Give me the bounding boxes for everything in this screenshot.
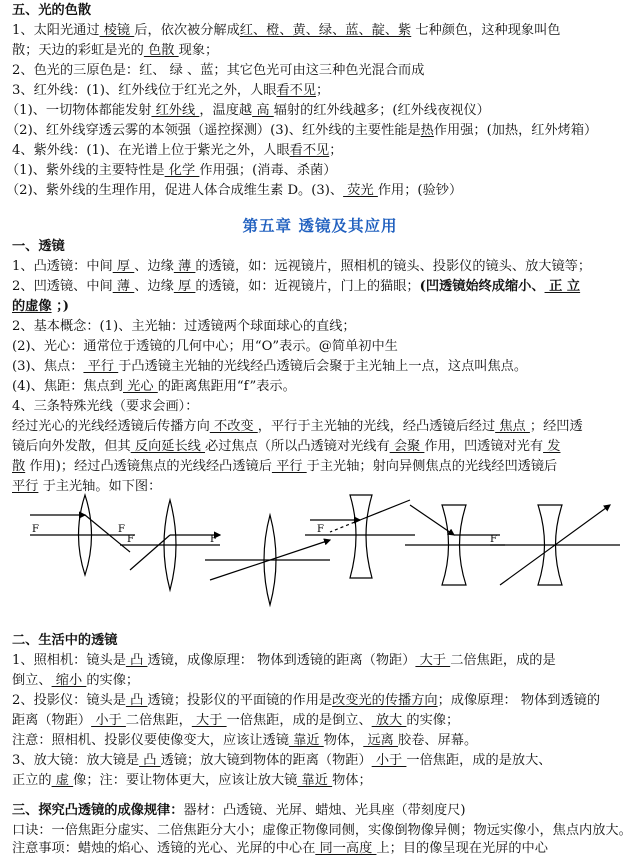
blank-answer: 红、橙、黄、绿、蓝、靛、紫 <box>239 23 412 38</box>
text: ； <box>329 143 343 158</box>
blank-answer: 凸 <box>139 753 161 768</box>
blank-answer: 焦点 <box>495 419 530 434</box>
text: (凹透镜始终成缩小、 <box>419 279 545 294</box>
text: 距离（物距） <box>12 713 92 728</box>
blank-answer: 同一高度 <box>315 841 377 856</box>
text-line <box>12 22 560 40</box>
text-line: 4、三条特殊光线（要求会画）： <box>12 399 199 414</box>
text: ；经凹透 <box>529 419 583 434</box>
text: 4、紫外线：(1)、在光谱上位于紫光之外，人眼 <box>12 143 290 158</box>
text: （1)、一切物体都能发射 <box>6 103 152 118</box>
text: ，平行于主光轴的光线，经凸透镜后经过 <box>257 419 496 434</box>
text: 后，依次被分解成 <box>134 23 240 38</box>
text-line: 口诀：一倍焦距分虚实、二倍焦距分大小；虚像正物像同侧，实像倒物像异侧；物远实像小，焦点内放大。 <box>12 823 632 838</box>
text: (4)、焦距：焦点到 <box>12 379 123 394</box>
text: 、边缘 <box>134 279 174 294</box>
blank-answer: 光心 <box>123 379 158 394</box>
text: 的透镜，如：远视镜片，照相机的镜头、投影仪的镜头、放大镜等； <box>195 259 592 274</box>
text: 3、红外线： <box>12 83 87 98</box>
blank-answer: 散 <box>12 459 26 474</box>
text: 的实像； <box>406 713 460 728</box>
focus-label: F <box>210 534 217 545</box>
blank-answer: 薄 <box>173 259 196 274</box>
blank-answer: 高 <box>252 103 274 118</box>
text-line <box>12 802 466 820</box>
special-rays-diagrams <box>30 490 620 610</box>
blank-answer: 平行 <box>12 479 39 494</box>
text-line <box>12 840 548 858</box>
text-line <box>12 278 580 296</box>
blank-answer: 薄 <box>112 279 135 294</box>
blank-answer: 热 <box>420 123 434 138</box>
text: 一倍焦距，成的是放大、 <box>406 753 552 768</box>
text-line <box>12 752 551 770</box>
focus-label: F <box>490 534 497 545</box>
blank-answer: 厚 <box>173 279 196 294</box>
text-line <box>6 182 462 200</box>
text: 的透镜，如：近视镜片，门上的猫眼； <box>195 279 420 294</box>
focus-label: F <box>127 534 134 545</box>
text: ；成像原理： 物体到透镜的 <box>437 693 601 708</box>
text: 作用强；(加热，红外烤箱） <box>433 123 598 138</box>
text: 物体； <box>332 773 372 788</box>
blank-answer: 会聚 <box>389 439 425 454</box>
text: 倒立、 <box>12 673 52 688</box>
text-line <box>12 258 591 276</box>
text: 的实像； <box>86 673 140 688</box>
text-line <box>12 732 477 750</box>
text: 作用，凹透镜对光有 <box>424 439 544 454</box>
blank-answer: 看不见 <box>276 83 317 98</box>
blank-answer: 大于 <box>191 713 227 728</box>
focus-label: F <box>118 524 125 535</box>
text-line <box>6 102 490 120</box>
text: 一倍焦距，成的是倒立、 <box>226 713 372 728</box>
blank-answer: 小于 <box>91 713 126 728</box>
text: 必过焦点（所以凸透镜对光线有 <box>205 439 390 454</box>
blank-answer: 发 <box>543 439 561 454</box>
blank-answer: 平行 <box>83 359 119 374</box>
text: 经过光心的光线经透镜后传播方向 <box>12 419 210 434</box>
text: （2)、紫外线的生理作用，促进人体合成维生素 D。(3)、 <box>6 183 344 198</box>
text: 器材：凸透镜、光屏、蜡烛、光具座（带刻度尺) <box>183 803 466 818</box>
blank-answer: 小于 <box>371 753 407 768</box>
blank-answer: 正 立 <box>544 279 581 294</box>
text: 散；天边的彩虹是光的 <box>12 43 144 58</box>
text: 2、凹透镜、中间 <box>12 279 113 294</box>
text-line <box>6 162 336 180</box>
text: 于主光轴。如下图： <box>38 479 162 494</box>
text-line <box>12 358 527 376</box>
diagram-concave-parallel <box>305 495 415 578</box>
text: (1)、红外线位于红光之外，人眼 <box>86 83 277 98</box>
focus-label: F <box>32 524 39 535</box>
text: 1、照相机：镜头是 <box>12 653 126 668</box>
text: ，温度越 <box>199 103 253 118</box>
blank-answer: 化学 <box>164 163 200 178</box>
text-line: 2、色光的三原色是：红、 绿 、蓝；其它色光可由这三种色光混合而成 <box>12 63 425 78</box>
text: 七种颜色，这种现象叫色 <box>411 23 561 38</box>
blank-answer: 看不见 <box>289 143 330 158</box>
blank-answer: 厚 <box>112 259 135 274</box>
blank-answer: 色散 <box>143 43 179 58</box>
blank-answer: 平行 <box>271 459 307 474</box>
text: 上；目的像呈现在光屏的中心 <box>376 841 548 856</box>
text-line <box>12 458 557 476</box>
blank-answer: 大于 <box>415 653 451 668</box>
blank-answer: 凸 <box>125 653 148 668</box>
text-line <box>12 772 372 790</box>
text: 作用强；(消毒、杀菌） <box>199 163 337 178</box>
text: 二倍焦距，成的是 <box>450 653 556 668</box>
blank-answer: 放大 <box>371 713 407 728</box>
text: 2、投影仪：镜头是 <box>12 693 126 708</box>
text-line <box>6 122 597 140</box>
diagram-concave-center <box>490 505 620 585</box>
text: （2)、红外线穿透云雾的本领强（遥控探测）(3)、红外线的主要性能是 <box>6 123 421 138</box>
focus-label: F <box>317 524 324 535</box>
text: ； <box>316 83 330 98</box>
text: 透镜；投影仪的平面镜的作用是 <box>147 693 333 708</box>
blank-answer: 凸 <box>125 693 148 708</box>
section-heading-everyday-lenses: 二、生活中的透镜 <box>12 633 118 648</box>
text: 作用；(验钞） <box>377 183 463 198</box>
text: 透镜；放大镜到物体的距离（物距） <box>160 753 372 768</box>
diagram-convex-center <box>205 515 330 605</box>
text: 作用)；经过凸透镜焦点的光线经凸透镜后 <box>25 459 272 474</box>
text: 注意：照相机、投影仪要使像变大，应该让透镜 <box>12 733 289 748</box>
blank-answer: 的虚像 <box>12 299 52 314</box>
text: 的距离焦距用“f”表示。 <box>157 379 296 394</box>
text-line <box>12 298 69 316</box>
text-line <box>12 142 342 160</box>
text: 透镜，成像原理： 物体到透镜的距离（物距） <box>147 653 416 668</box>
text-line <box>12 712 459 730</box>
text-line <box>12 418 583 436</box>
blank-answer: 靠近 <box>297 773 333 788</box>
blank-answer: 靠近 <box>288 733 324 748</box>
blank-answer: 改变光的传播方向 <box>332 693 438 708</box>
diagram-convex-parallel <box>30 495 135 575</box>
text: 3、放大镜：放大镜是 <box>12 753 140 768</box>
blank-answer: 缩小 <box>51 673 87 688</box>
blank-answer: 反向延长线 <box>130 439 206 454</box>
text: 像；注：要让物体更大，应该让放大镜 <box>73 773 298 788</box>
text-line: 2、基本概念：(1)、主光轴：过透镜两个球面球心的直线； <box>12 319 356 334</box>
text-line <box>12 652 556 670</box>
section-heading-dispersion: 五、光的色散 <box>12 3 92 18</box>
text: 1、太阳光通过 <box>12 23 100 38</box>
section-heading-imaging-rules: 三、探究凸透镜的成像规律： <box>12 803 184 818</box>
text-line <box>12 438 560 456</box>
text: （1)、紫外线的主要特性是 <box>6 163 165 178</box>
text: 胶卷、屏幕。 <box>398 733 478 748</box>
text: 注意事项：蜡烛的焰心、透镜的光心、光屏的中心在 <box>12 841 316 856</box>
section-heading-lens: 一、透镜 <box>12 239 65 254</box>
text: ；) <box>51 299 69 314</box>
text: 现象； <box>178 43 219 58</box>
text: 镜后向外发散，但其 <box>12 439 131 454</box>
chapter-title: 第五章 透镜及其应用 <box>242 216 398 235</box>
text: 正立的 <box>12 773 52 788</box>
text-line <box>12 672 139 690</box>
text: 于凸透镜主光轴的光线经凸透镜后会聚于主光轴上一点，这点叫焦点。 <box>118 359 528 374</box>
blank-answer: 远离 <box>363 733 399 748</box>
text: 二倍焦距， <box>125 713 192 728</box>
blank-answer: 虚 <box>51 773 74 788</box>
blank-answer: 红外线 <box>151 103 200 118</box>
blank-answer: 不改变 <box>209 419 258 434</box>
text: 1、凸透镜：中间 <box>12 259 113 274</box>
blank-answer: 棱镜 <box>99 23 135 38</box>
text: 于主光轴；射向异侧焦点的光线经凹透镜后 <box>306 459 558 474</box>
text-line <box>12 42 218 60</box>
text-line: (2)、光心：通常位于透镜的几何中心；用“O”表示。@简单初中生 <box>12 339 398 354</box>
text: (3)、焦点： <box>12 359 84 374</box>
text-line <box>12 378 296 396</box>
text: 物体， <box>323 733 364 748</box>
text-line <box>12 82 329 100</box>
diagram-convex-focus <box>120 500 220 590</box>
text-line <box>12 692 600 710</box>
blank-answer: 荧光 <box>343 183 378 198</box>
text: 、边缘 <box>134 259 174 274</box>
text: 辐射的红外线越多；(红外线夜视仪） <box>273 103 490 118</box>
